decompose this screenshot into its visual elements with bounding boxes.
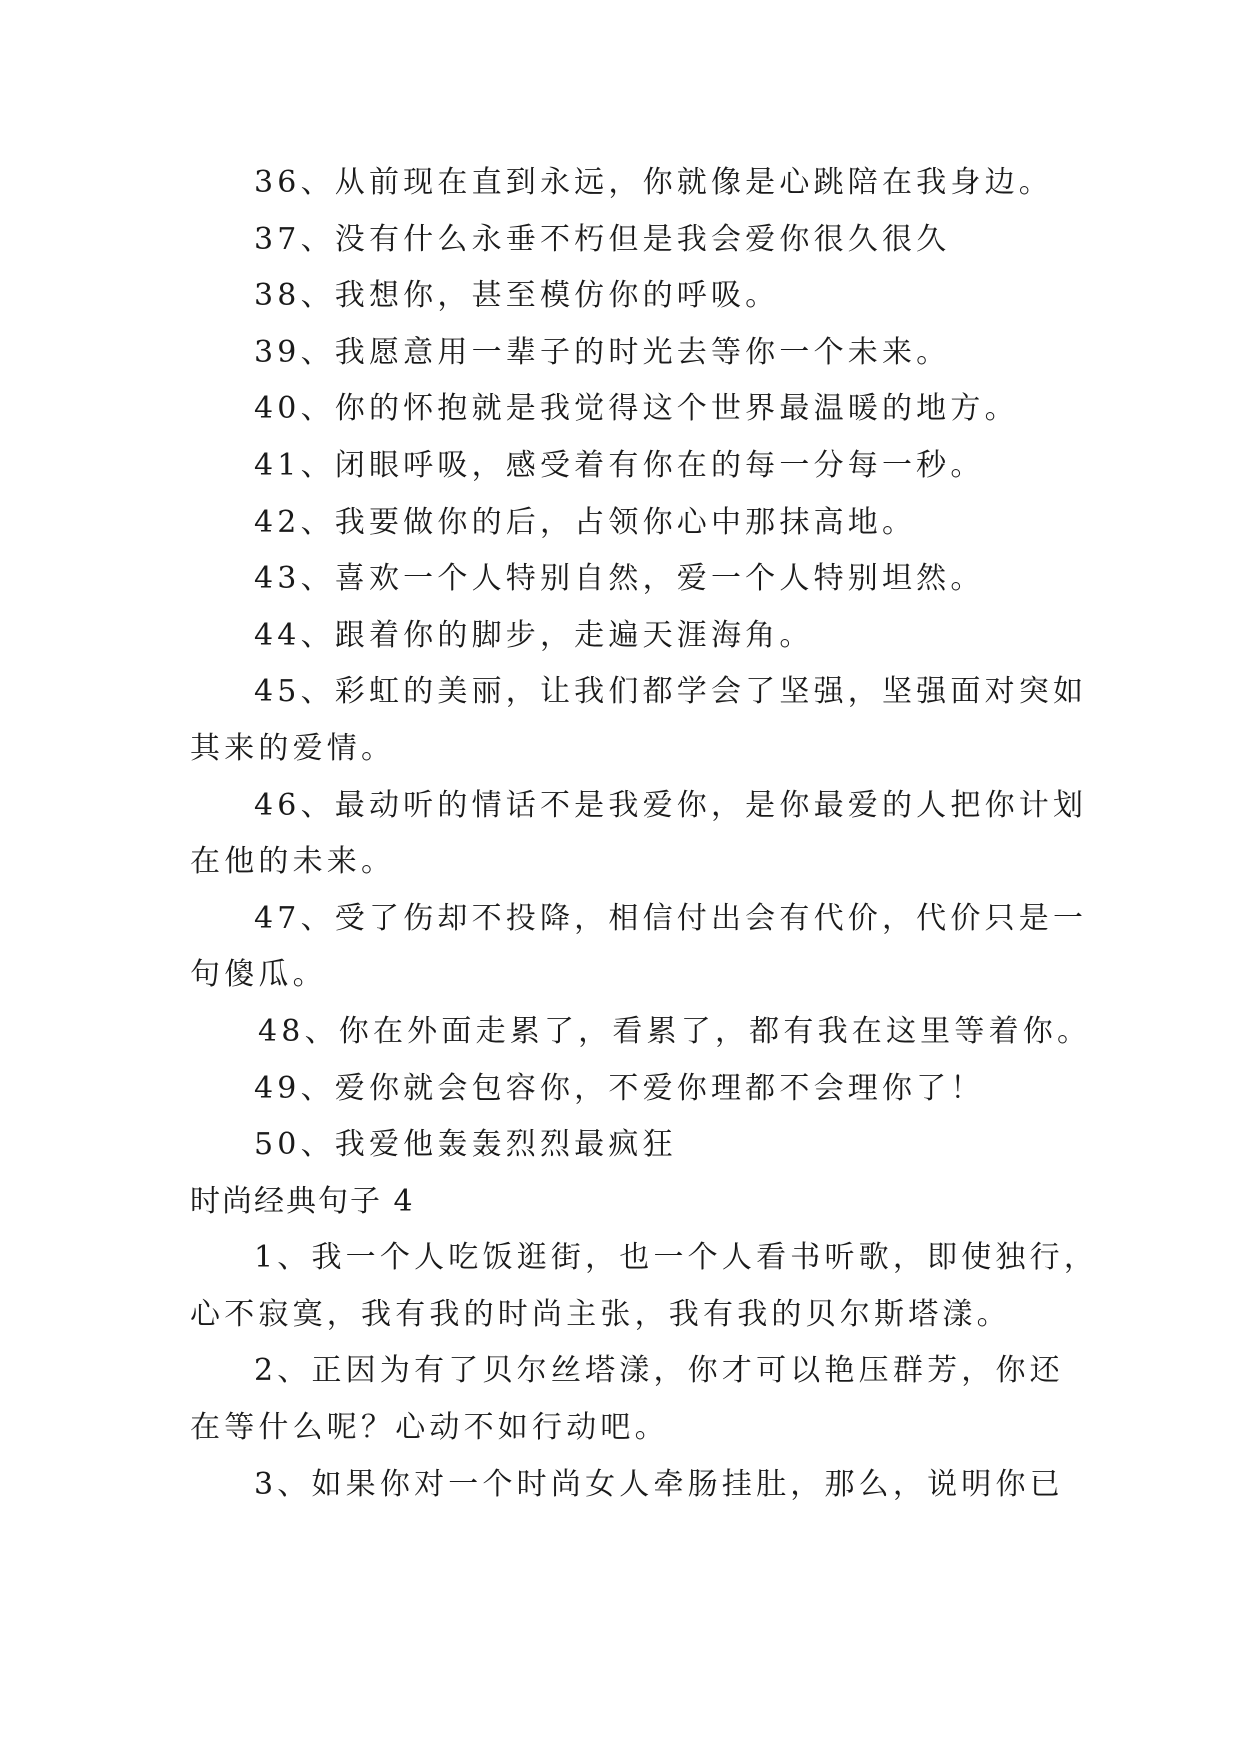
text-line: 心不寂寞，我有我的时尚主张，我有我的贝尔斯塔漾。 — [190, 1296, 1011, 1332]
text-line: 2、正因为有了贝尔丝塔漾，你才可以艳压群芳，你还 — [254, 1353, 1064, 1389]
text-line: 在他的未来。 — [190, 844, 396, 880]
document-body — [190, 155, 1099, 1513]
text-line: 40、你的怀抱就是我觉得这个世界最温暖的地方。 — [254, 391, 1019, 427]
text-line: 36、从前现在直到永远，你就像是心跳陪在我身边。 — [254, 165, 1053, 200]
text-line: 47、受了伤却不投降，相信付出会有代价，代价只是一 — [254, 900, 1088, 936]
text-line: 38、我想你，甚至模仿你的呼吸。 — [254, 278, 780, 314]
text-line: 44、跟着你的脚步，走遍天涯海角。 — [254, 617, 814, 653]
text-line: 1、我一个人吃饭逛街，也一个人看书听歌，即使独行， — [254, 1240, 1099, 1276]
text-line: 39、我愿意用一辈子的时光去等你一个未来。 — [254, 334, 951, 370]
text-line: 句傻瓜。 — [190, 957, 327, 993]
text-line: 37、没有什么永垂不朽但是我会爱你很久很久 — [254, 221, 951, 257]
text-line: 43、喜欢一个人特别自然，爱一个人特别坦然。 — [254, 561, 985, 597]
section-heading: 时尚经典句子 4 — [190, 1183, 415, 1219]
text-line: 3、如果你对一个时尚女人牵肠挂肚，那么，说明你已 — [254, 1466, 1064, 1502]
text-line: 45、彩虹的美丽，让我们都学会了坚强，坚强面对突如 — [254, 674, 1088, 710]
text-line: 48、你在外面走累了，看累了，都有我在这里等着你。 — [258, 1013, 1092, 1049]
text-line: 50、我爱他轰轰烈烈最疯狂 — [254, 1127, 677, 1163]
text-line: 49、爱你就会包容你，不爱你理都不会理你了！ — [254, 1070, 985, 1106]
text-line: 其来的爱情。 — [190, 730, 396, 766]
text-line: 在等什么呢？心动不如行动吧。 — [190, 1410, 669, 1446]
text-line: 46、最动听的情话不是我爱你，是你最爱的人把你计划 — [254, 787, 1088, 823]
text-line: 41、闭眼呼吸，感受着有你在的每一分每一秒。 — [254, 447, 985, 483]
text-line: 42、我要做你的后，占领你心中那抹高地。 — [254, 504, 917, 540]
